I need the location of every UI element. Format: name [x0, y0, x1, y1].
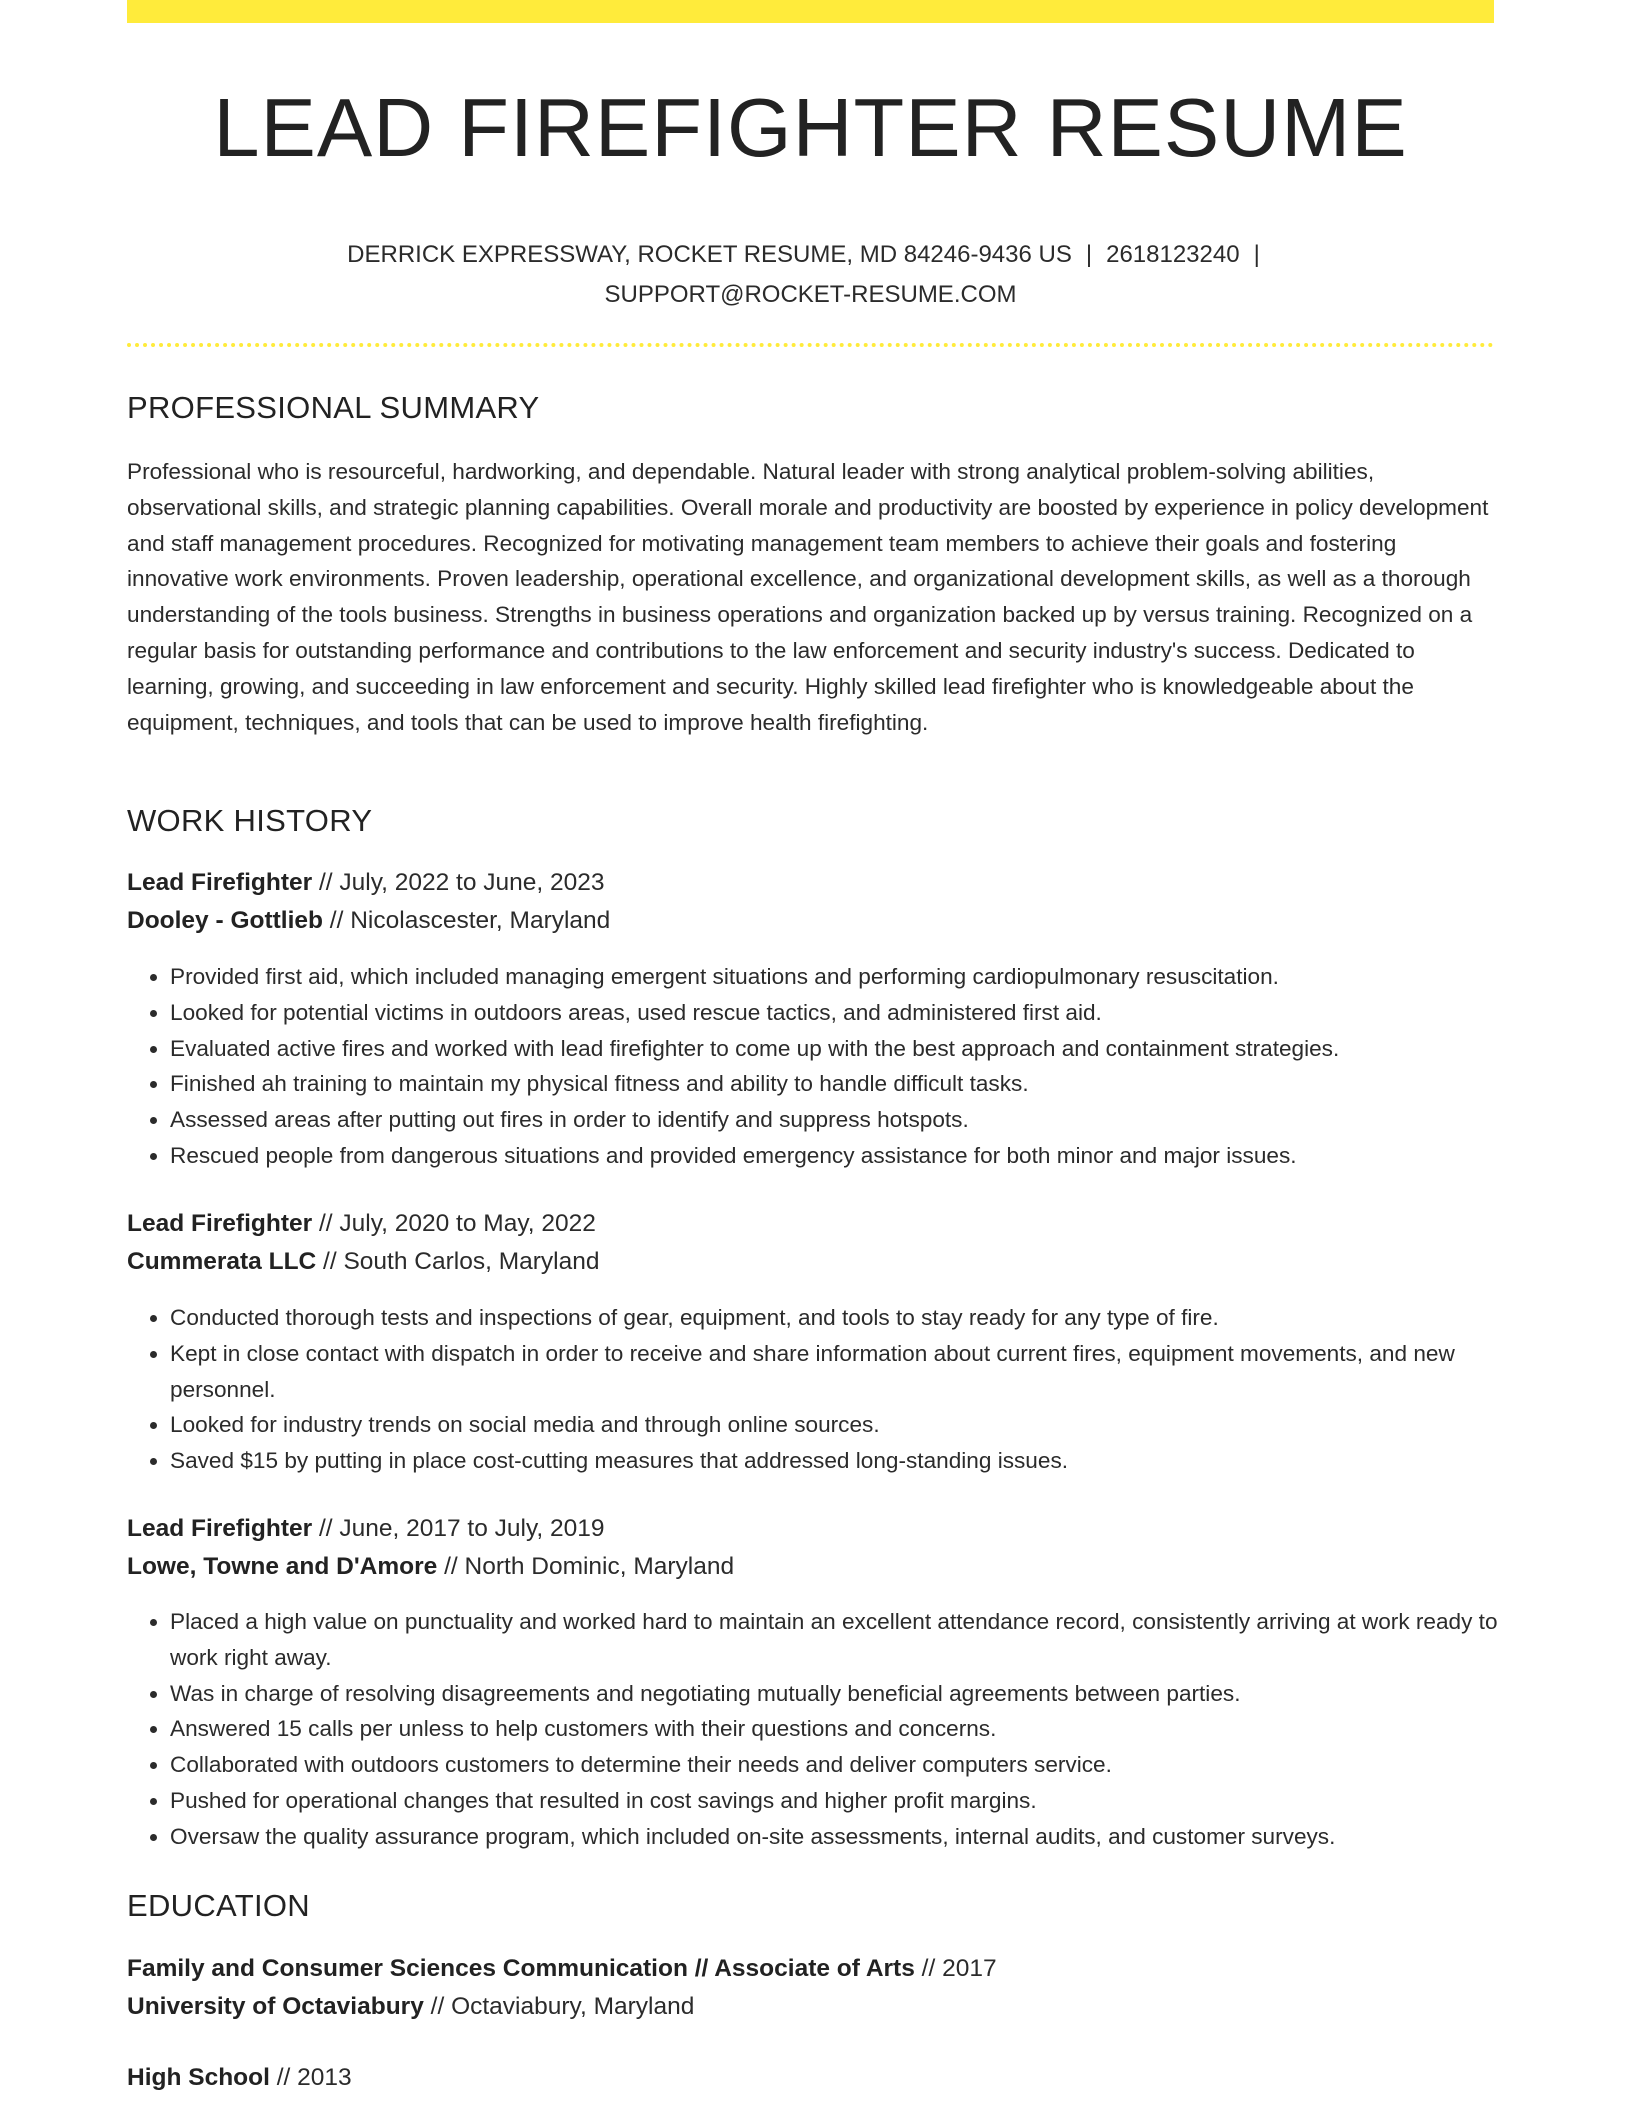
education-program: Family and Consumer Sciences Communication // Associate of Arts [127, 1955, 915, 1982]
job-bullets [127, 1300, 1537, 1479]
dotted-divider [127, 343, 1494, 347]
accent-top-bar [127, 0, 1494, 23]
education-heading: EDUCATION [127, 1888, 310, 1923]
field-separator: // [312, 1515, 340, 1542]
job-bullet: • Kept in close contact with dispatch in order to receive and share information about current fires, equipment movements, and new personnel. [170, 1336, 1537, 1408]
job-dates: June, 2017 to July, 2019 [339, 1515, 605, 1542]
job-company: Cummerata LLC [127, 1248, 317, 1275]
field-separator: // [323, 907, 351, 934]
job-company-line [127, 907, 610, 935]
job-dates: July, 2020 to May, 2022 [339, 1210, 596, 1237]
summary-text: Professional who is resourceful, hardworking, and dependable. Natural leader with strong analytical problem-solving abilities, observational skills, and strategic planning capabilities. Overall morale and productivity are boosted by experience in policy development and staff management procedures. Recognized for motivating management team members to achieve their goals and fostering innovative work environments. Proven leadership, operational excellence, and organizational development skills, as well as a thorough understanding of the tools business. Strengths in business operations and organization backed up by versus training. Recognized on a regular basis for outstanding performance and contributions to the law enforcement and security industry's success. Dedicated to learning, growing, and succeeding in law enforcement and security. Highly skilled lead firefighter who is knowledgeable about the equipment, techniques, and tools that can be used to improve health firefighting. [127, 459, 1489, 735]
job-company: Lowe, Towne and D'Amore [127, 1553, 438, 1580]
job-bullet: • Looked for industry trends on social media and through online sources. [170, 1407, 1537, 1443]
job-bullet: • Pushed for operational changes that resulted in cost savings and higher profit margins. [170, 1783, 1537, 1819]
job-bullet: • Placed a high value on punctuality and worked hard to maintain an excellent attendance record, consistently arriving at work ready to work right away. [170, 1604, 1537, 1676]
education-school-line [127, 1993, 694, 2021]
education-program: High School [127, 2064, 270, 2091]
field-separator: // [269, 2064, 298, 2091]
contact-address: DERRICK EXPRESSWAY, ROCKET RESUME, MD 84246-9436 US [347, 241, 1072, 268]
job-title: Lead Firefighter [127, 869, 313, 896]
job-title: Lead Firefighter [127, 1515, 313, 1542]
job-bullet: • Looked for potential victims in outdoors areas, used rescue tactics, and administered first aid. [170, 995, 1537, 1031]
job-bullet: • Answered 15 calls per unless to help customers with their questions and concerns. [170, 1711, 1537, 1747]
resume-title: LEAD FIREFIGHTER RESUME [213, 81, 1408, 174]
work-history-heading: WORK HISTORY [127, 803, 373, 838]
field-separator: // [312, 1210, 340, 1237]
job-bullet: • Finished ah training to maintain my physical fitness and ability to handle difficult tasks. [170, 1066, 1537, 1102]
contact-email[interactable]: SUPPORT@ROCKET-RESUME.COM [604, 281, 1017, 308]
contact-separator: | [1253, 241, 1260, 268]
education-year: 2013 [297, 2064, 352, 2091]
job-bullet: • Rescued people from dangerous situations and provided emergency assistance for both minor and major issues. [170, 1138, 1537, 1174]
job-bullet: • Was in charge of resolving disagreements and negotiating mutually beneficial agreements between parties. [170, 1676, 1537, 1712]
summary-heading: PROFESSIONAL SUMMARY [127, 390, 540, 425]
field-separator: // [437, 1553, 465, 1580]
education-school: University of Octaviabury [127, 1993, 424, 2020]
field-separator: // [914, 1955, 943, 1982]
job-location: North Dominic, Maryland [464, 1553, 735, 1580]
job-company: Dooley - Gottlieb [127, 907, 323, 934]
job-bullet: • Evaluated active fires and worked with lead firefighter to come up with the best approach and containment strategies. [170, 1031, 1537, 1067]
job-title-line [127, 869, 605, 897]
education-program-line [127, 2064, 352, 2092]
field-separator: // [316, 1248, 344, 1275]
job-bullet: • Provided first aid, which included managing emergent situations and performing cardiopulmonary resuscitation. [170, 959, 1537, 995]
contact-info [127, 235, 1494, 315]
job-title-line [127, 1515, 605, 1543]
education-year: 2017 [942, 1955, 997, 1982]
job-location: Nicolascester, Maryland [350, 907, 611, 934]
job-company-line [127, 1553, 734, 1581]
field-separator: // [423, 1993, 452, 2020]
job-company-line [127, 1248, 599, 1276]
job-bullet: • Assessed areas after putting out fires in order to identify and suppress hotspots. [170, 1102, 1537, 1138]
job-location: South Carlos, Maryland [343, 1248, 600, 1275]
job-bullet: • Oversaw the quality assurance program, which included on-site assessments, internal audits, and customer surveys. [170, 1819, 1537, 1855]
contact-separator: | [1085, 241, 1093, 268]
education-program-line [127, 1955, 997, 1983]
job-bullet: • Collaborated with outdoors customers to determine their needs and deliver computers service. [170, 1747, 1537, 1783]
education-location: Octaviabury, Maryland [451, 1993, 695, 2020]
job-title: Lead Firefighter [127, 1210, 313, 1237]
job-bullet: • Conducted thorough tests and inspections of gear, equipment, and tools to stay ready for any type of fire. [170, 1300, 1537, 1336]
job-dates: July, 2022 to June, 2023 [339, 869, 605, 896]
job-bullet: • Saved $15 by putting in place cost-cutting measures that addressed long-standing issues. [170, 1443, 1537, 1479]
job-bullets [127, 1604, 1537, 1855]
field-separator: // [312, 869, 340, 896]
job-bullets [127, 959, 1537, 1174]
job-title-line [127, 1210, 596, 1238]
contact-phone: 2618123240 [1106, 241, 1240, 268]
